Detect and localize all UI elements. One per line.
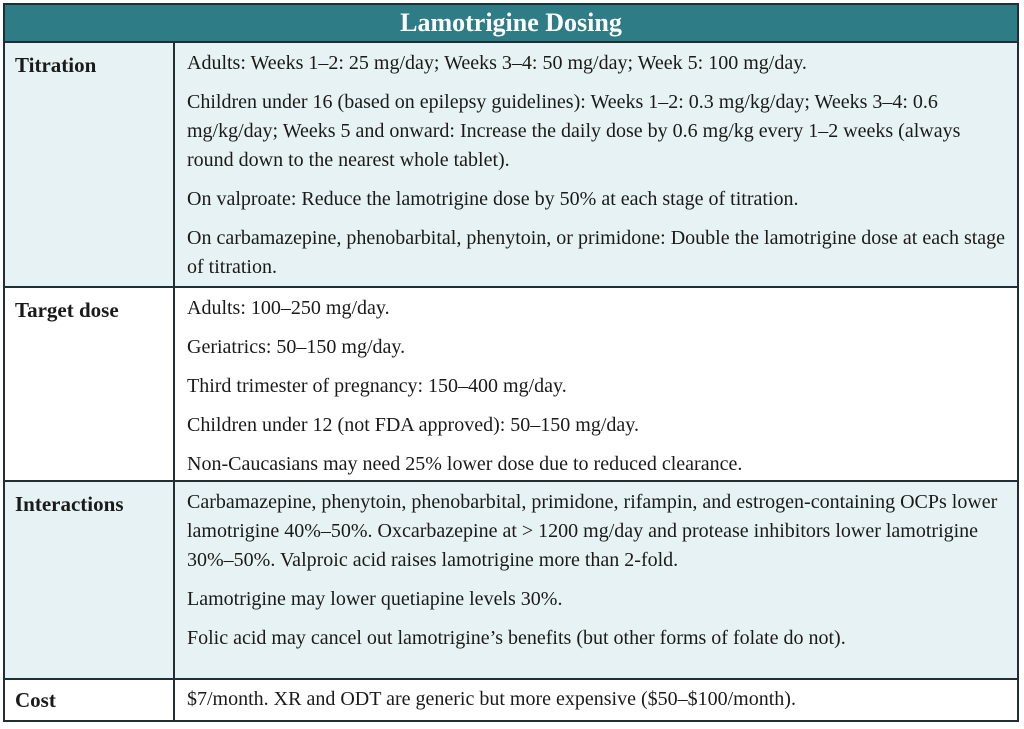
titration-item: On valproate: Reduce the lamotrigine dose by 50% at each stage of titration. <box>187 188 799 210</box>
section-body-interactions <box>175 482 1017 678</box>
section-label-titration: Titration <box>5 43 175 286</box>
titration-item: Children under 16 (based on epilepsy guidelines): Weeks 1–2: 0.3 mg/kg/day; Weeks 3–4: 0.6 mg/kg/day; Weeks 5 and onward: Increase the daily dose by 0.6 mg/kg every 1–2 weeks (always round down to the nearest whole tablet). <box>187 91 961 171</box>
section-titration <box>5 43 1017 288</box>
section-label-target-dose: Target dose <box>5 288 175 480</box>
titration-item: Adults: Weeks 1–2: 25 mg/day; Weeks 3–4: 50 mg/day; Week 5: 100 mg/day. <box>187 52 807 74</box>
section-body-target-dose <box>175 288 1017 480</box>
target-dose-item: Non-Caucasians may need 25% lower dose due to reduced clearance. <box>187 453 743 475</box>
section-interactions <box>5 482 1017 680</box>
cost-item: $7/month. XR and ODT are generic but more expensive ($50–$100/month). <box>187 688 796 710</box>
section-body-cost <box>175 680 1017 720</box>
titration-item: On carbamazepine, phenobarbital, phenytoin, or primidone: Double the lamotrigine dose at each stage of titration. <box>187 227 1006 278</box>
section-target-dose <box>5 288 1017 482</box>
section-cost <box>5 680 1017 720</box>
dosing-table <box>3 3 1019 722</box>
target-dose-item: Children under 12 (not FDA approved): 50–150 mg/day. <box>187 414 639 436</box>
section-label-interactions: Interactions <box>5 482 175 678</box>
interactions-item: Carbamazepine, phenytoin, phenobarbital, primidone, rifampin, and estrogen-containing OCPs lower lamotrigine 40%–50%. Oxcarbazepine at > 1200 mg/day and protease inhibitors lower lamotrigine 30%–50%. Valproic acid raises lamotrigine more than 2-fold. <box>187 491 998 571</box>
target-dose-item: Adults: 100–250 mg/day. <box>187 297 390 319</box>
interactions-item: Folic acid may cancel out lamotrigine’s benefits (but other forms of folate do not). <box>187 627 846 649</box>
section-label-cost: Cost <box>5 680 175 720</box>
table-title: Lamotrigine Dosing <box>5 5 1017 43</box>
section-body-titration <box>175 43 1017 286</box>
target-dose-item: Third trimester of pregnancy: 150–400 mg/day. <box>187 375 567 397</box>
interactions-item: Lamotrigine may lower quetiapine levels 30%. <box>187 588 563 610</box>
target-dose-item: Geriatrics: 50–150 mg/day. <box>187 336 406 358</box>
